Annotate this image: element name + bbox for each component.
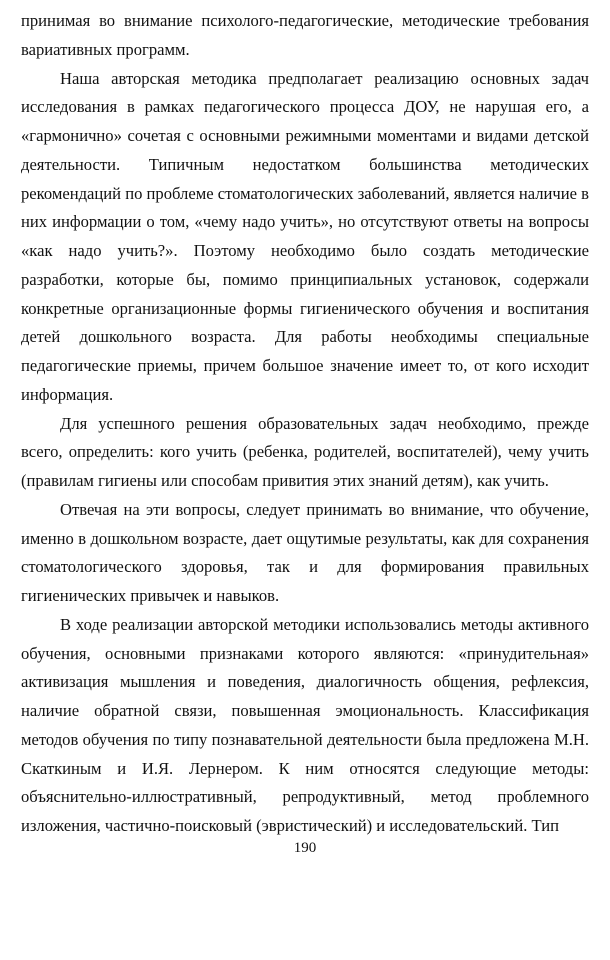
paragraph-active-methods: В ходе реализации авторской методики использовались методы активного обучения, основными признаками которого являются: «принудительная» активизация мышления и поведения, диалогичность общения, рефлексия, наличие обратной связи, повышенная эмоциональность. Классификация методов обучения по типу познавательной деятельности была предложена М.Н. Скаткиным и И.Я. Лернером. К ним относятся следующие методы: объяснительно-иллюстративный, репродуктивный, метод проблемного изложения, частично-поисковый (эвристический) и исследовательский. Тип [21, 614, 589, 835]
paragraph-tasks: Для успешного решения образовательных задач необходимо, прежде всего, определить: кого учить (ребенка, родителей, воспитателей), чему учить (правилам гигиены или способам привития этих знаний детям), как учить. [21, 413, 589, 490]
paragraph-answers: Отвечая на эти вопросы, следует принимать во внимание, что обучение, именно в дошкольном возрасте, дает ощутимые результаты, как для сохранения стоматологического здоровья, так и для формирования правильных гигиенических привычек и навыков. [21, 499, 589, 605]
document-page [21, 7, 589, 841]
page-number: 190 [293, 840, 317, 856]
paragraph-continuation: принимая во внимание психолого-педагогические, методические требования вариативных программ. [21, 11, 589, 59]
paragraph-methodology: Наша авторская методика предполагает реализацию основных задач исследования в рамках педагогического процесса ДОУ, не нарушая его, а «гармонично» сочетая с основными режимными моментами и видами детской деятельности. Типичным недостатком большинства методических рекомендаций по проблеме стоматологических заболеваний, является наличие в них информации о том, «чему надо учить», но отсутствуют ответы на вопросы «как надо учить?». Поэтому необходимо было создать методические разработки, которые бы, помимо принципиальных установок, содержали конкретные организационные формы гигиенического обучения и воспитания детей дошкольного возраста. Для работы необходимы специальные педагогические приемы, причем большое значение имеет то, от кого исходит информация. [21, 68, 589, 404]
